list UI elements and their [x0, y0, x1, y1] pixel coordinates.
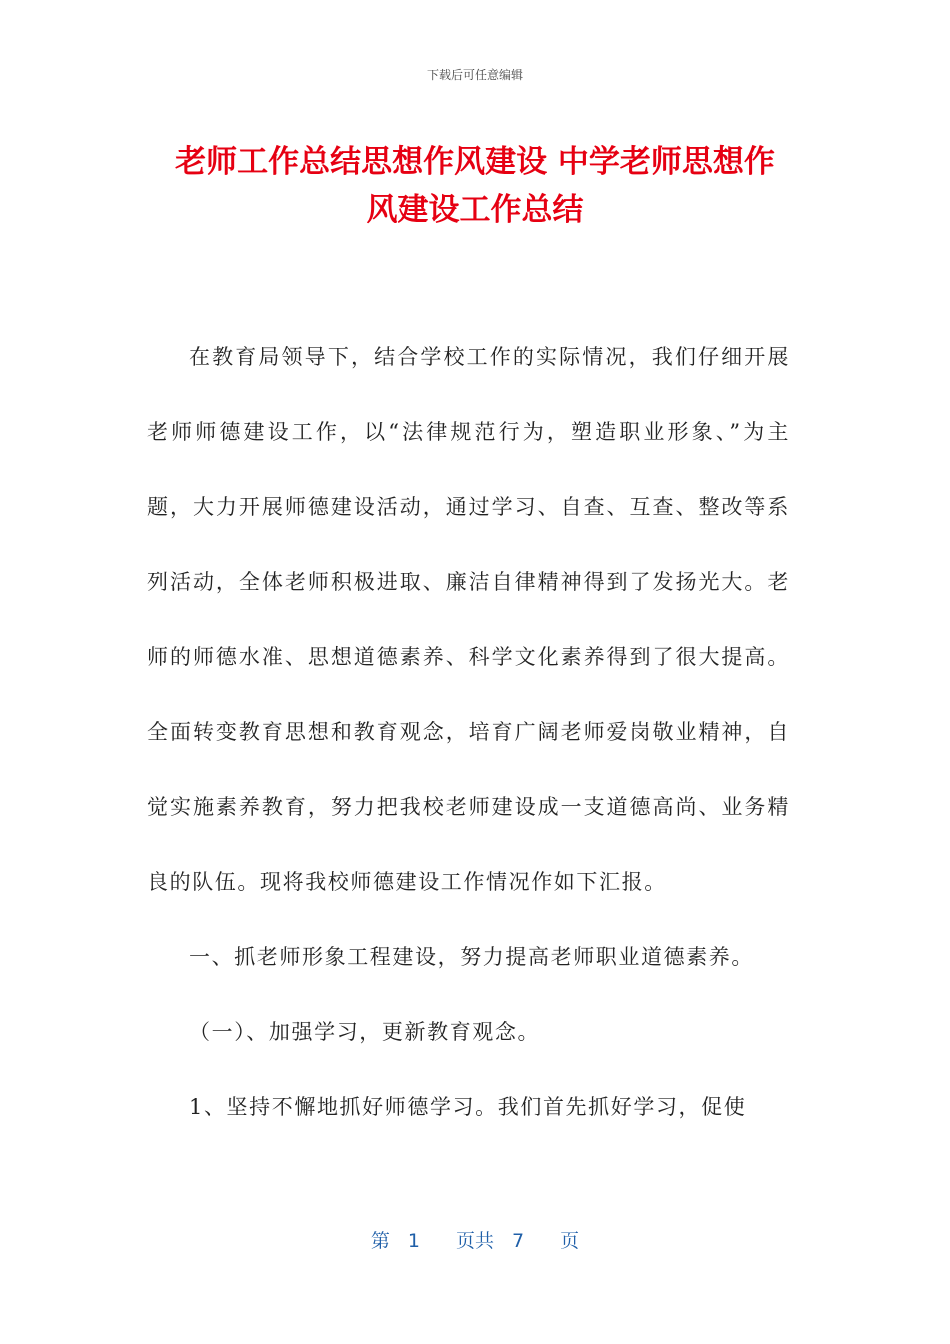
page-footer — [0, 1226, 950, 1253]
paragraph-intro: 在教育局领导下，结合学校工作的实际情况，我们仔细开展老师师德建设工作，以“法律规范行为，塑造职业形象、”为主题，大力开展师德建设活动，通过学习、自查、互查、整改等系列活动，全体老师积极进取、廉洁自律精神得到了发扬光大。老师的师德水准、思想道德素养、科学文化素养得到了很大提高。全面转变教育思想和教育观念，培育广阔老师爱岗敬业精神，自觉实施素养教育，努力把我校老师建设成一支道德高尚、业务精良的队伍。现将我校师德建设工作情况作如下汇报。 — [147, 345, 790, 894]
document-title — [120, 138, 830, 234]
paragraph-section-heading: 一、抓老师形象工程建设，努力提高老师职业道德素养。 — [189, 945, 754, 969]
footer-suffix: 页 — [560, 1230, 580, 1252]
paragraph-item-1: 1、坚持不懈地抓好师德学习。我们首先抓好学习，促使 — [189, 1095, 747, 1119]
title-line-2: 风建设工作总结 — [366, 192, 584, 228]
footer-total-pages: 7 — [512, 1230, 525, 1252]
header-note: 下载后可任意编辑 — [426, 68, 523, 82]
footer-prefix: 第 — [370, 1230, 390, 1252]
paragraph-subsection-heading: （一）、加强学习，更新教育观念。 — [189, 1020, 541, 1044]
title-line-1: 老师工作总结思想作风建设 中学老师思想作 — [175, 144, 775, 180]
footer-mid: 页共 — [455, 1230, 494, 1252]
document-body — [147, 320, 790, 1145]
footer-current-page: 1 — [407, 1230, 420, 1252]
